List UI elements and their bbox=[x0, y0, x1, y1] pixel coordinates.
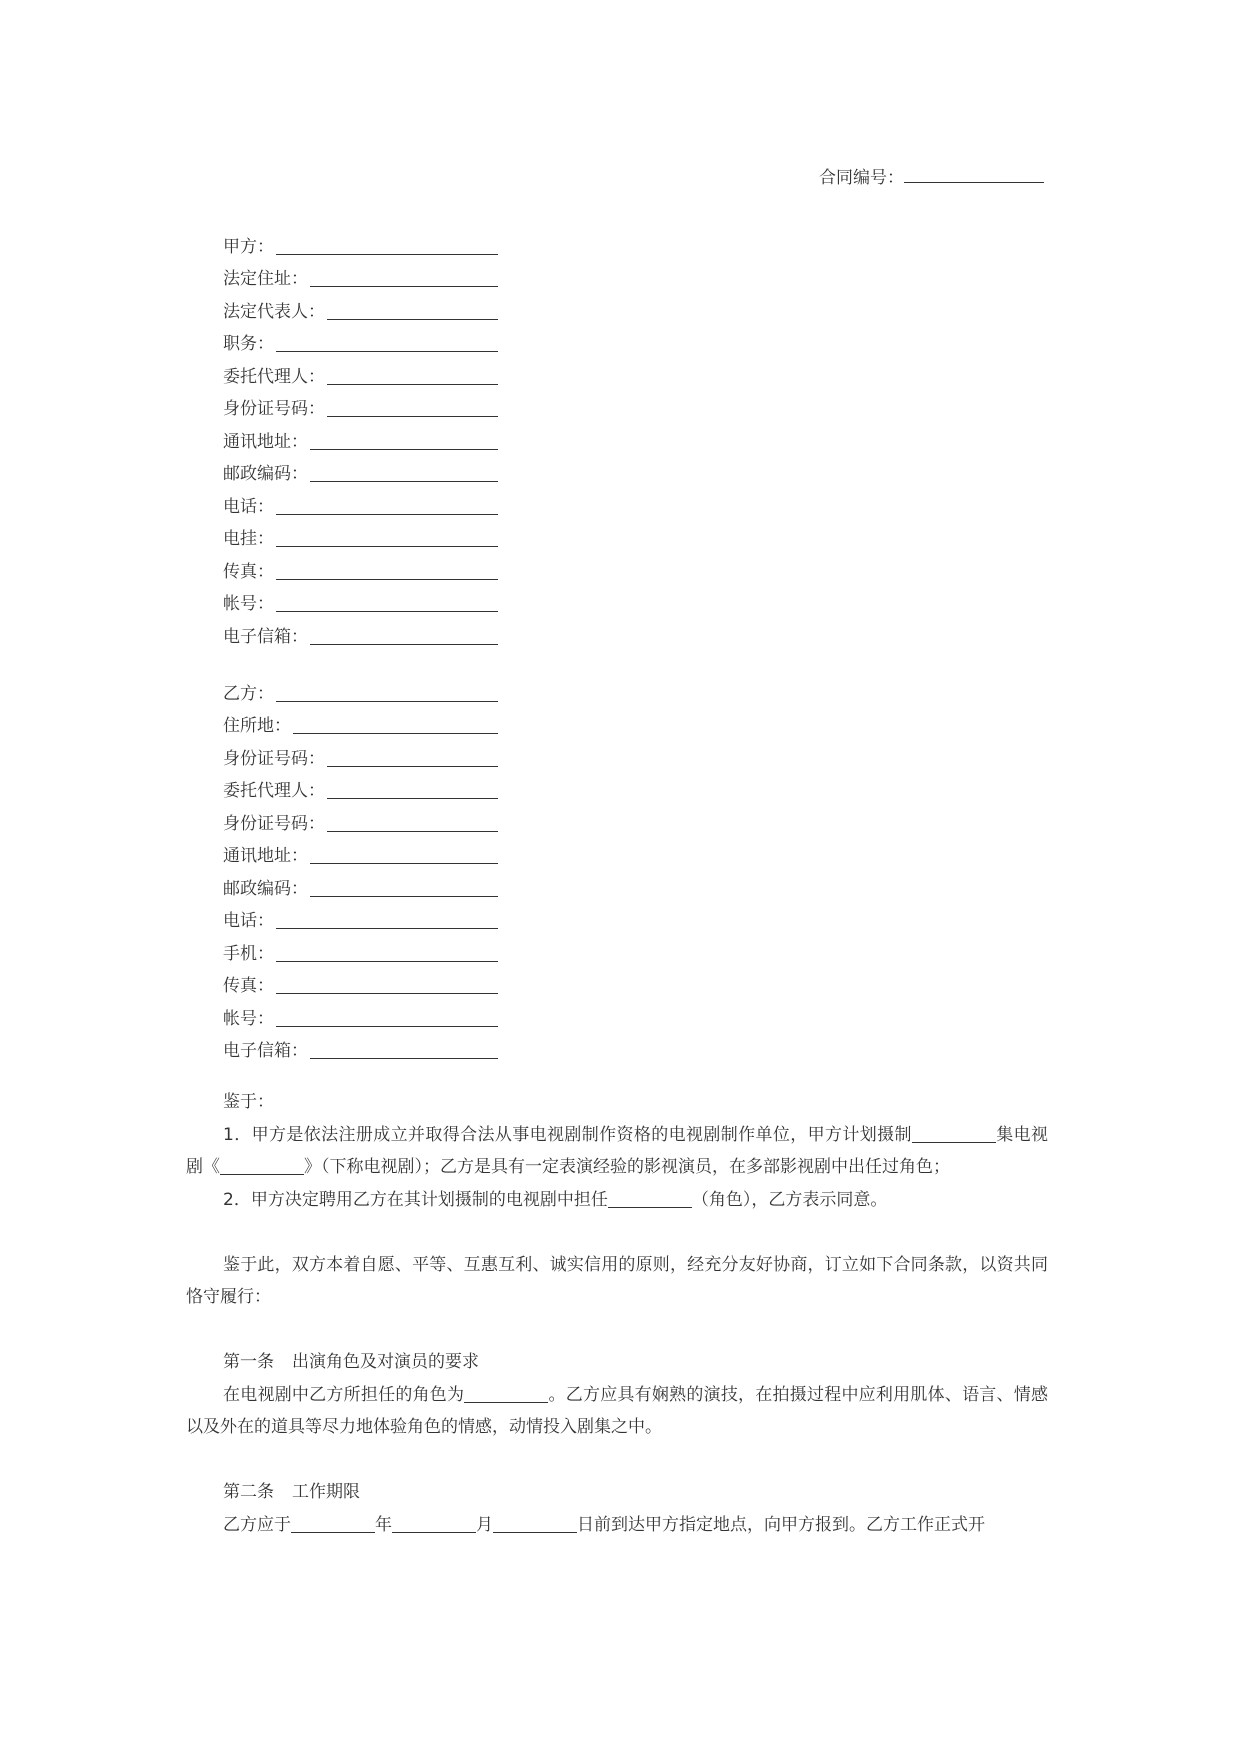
recital-item-1: 1．甲方是依法注册成立并取得合法从事电视剧制作资格的电视剧制作单位，甲方计划摄制 集电视剧《 》（下称电视剧）；乙方是具有一定表演经验的影视演员，在多部影视剧中出任过角色； bbox=[186, 1124, 1048, 1177]
party-b-mailing-address-field: 通讯地址： bbox=[223, 836, 498, 869]
party-a-email-field: 电子信箱： bbox=[223, 616, 498, 649]
role-blank[interactable] bbox=[608, 1189, 692, 1208]
blank-line[interactable] bbox=[293, 713, 498, 734]
blank-line[interactable] bbox=[327, 811, 498, 832]
blank-line[interactable] bbox=[276, 494, 498, 515]
blank-line[interactable] bbox=[327, 396, 498, 417]
party-b-fax-field: 传真： bbox=[223, 966, 498, 999]
party-a-legal-representative-field: 法定代表人： bbox=[223, 291, 498, 324]
contract-body bbox=[186, 1086, 1048, 1541]
month-blank[interactable] bbox=[392, 1514, 476, 1533]
blank-line[interactable] bbox=[310, 266, 498, 287]
party-a-id-number-field: 身份证号码： bbox=[223, 389, 498, 422]
blank-line[interactable] bbox=[310, 429, 498, 450]
party-b-agent-id-number-field: 身份证号码： bbox=[223, 803, 498, 836]
party-a-account-field: 帐号： bbox=[223, 584, 498, 617]
year-blank[interactable] bbox=[291, 1514, 375, 1533]
party-b-email-field: 电子信箱： bbox=[223, 1031, 498, 1064]
party-a-mailing-address-field: 通讯地址： bbox=[223, 421, 498, 454]
blank-line[interactable] bbox=[276, 591, 498, 612]
episode-count-blank[interactable] bbox=[912, 1124, 996, 1143]
article-1-heading: 第一条 出演角色及对演员的要求 bbox=[223, 1352, 479, 1372]
blank-line[interactable] bbox=[276, 908, 498, 929]
contract-number bbox=[819, 164, 1044, 190]
blank-line[interactable] bbox=[327, 364, 498, 385]
blank-line[interactable] bbox=[276, 941, 498, 962]
party-a-phone-field: 电话： bbox=[223, 486, 498, 519]
party-b-residence-field: 住所地： bbox=[223, 706, 498, 739]
party-b-postal-code-field: 邮政编码： bbox=[223, 868, 498, 901]
party-b-info bbox=[223, 673, 498, 1063]
blank-line[interactable] bbox=[310, 624, 498, 645]
article-2-text: 乙方应于 年 月 日前到达甲方指定地点，向甲方报到。乙方工作正式开 bbox=[223, 1514, 985, 1535]
party-a-legal-address-field: 法定住址： bbox=[223, 259, 498, 292]
blank-line[interactable] bbox=[327, 299, 498, 320]
blank-line[interactable] bbox=[310, 461, 498, 482]
blank-line[interactable] bbox=[310, 843, 498, 864]
party-a-cable-field: 电挂： bbox=[223, 519, 498, 552]
party-a-name-field: 甲方： bbox=[223, 226, 498, 259]
blank-line[interactable] bbox=[310, 876, 498, 897]
blank-line[interactable] bbox=[327, 778, 498, 799]
recital-item-2: 2．甲方决定聘用乙方在其计划摄制的电视剧中担任 （角色），乙方表示同意。 bbox=[223, 1189, 888, 1210]
blank-line[interactable] bbox=[276, 973, 498, 994]
party-b-name-field: 乙方： bbox=[223, 673, 498, 706]
party-b-id-number-field: 身份证号码： bbox=[223, 738, 498, 771]
party-b-account-field: 帐号： bbox=[223, 998, 498, 1031]
contract-number-label: 合同编号： bbox=[819, 168, 904, 188]
blank-line[interactable] bbox=[276, 1006, 498, 1027]
recitals-heading: 鉴于： bbox=[223, 1092, 274, 1112]
blank-line[interactable] bbox=[276, 559, 498, 580]
party-a-info bbox=[223, 226, 498, 649]
party-a-agent-field: 委托代理人： bbox=[223, 356, 498, 389]
article-2-heading: 第二条 工作期限 bbox=[223, 1482, 360, 1502]
series-title-blank[interactable] bbox=[220, 1156, 304, 1175]
party-b-phone-field: 电话： bbox=[223, 901, 498, 934]
party-b-mobile-field: 手机： bbox=[223, 933, 498, 966]
blank-line[interactable] bbox=[276, 526, 498, 547]
blank-line[interactable] bbox=[327, 746, 498, 767]
article-1-text: 在电视剧中乙方所担任的角色为 。乙方应具有娴熟的演技，在拍摄过程中应利用肌体、语言、情感以及外在的道具等尽力地体验角色的情感，动情投入剧集之中。 bbox=[186, 1384, 1049, 1437]
blank-line[interactable] bbox=[276, 681, 498, 702]
blank-line[interactable] bbox=[276, 331, 498, 352]
party-a-position-field: 职务： bbox=[223, 324, 498, 357]
whereas-paragraph: 鉴于此，双方本着自愿、平等、互惠互利、诚实信用的原则，经充分友好协商，订立如下合同条款，以资共同恪守履行： bbox=[186, 1254, 1048, 1307]
blank-line[interactable] bbox=[310, 1038, 498, 1059]
party-a-fax-field: 传真： bbox=[223, 551, 498, 584]
character-blank[interactable] bbox=[464, 1384, 548, 1403]
party-b-agent-field: 委托代理人： bbox=[223, 771, 498, 804]
blank-line[interactable] bbox=[276, 234, 498, 255]
contract-number-blank[interactable] bbox=[904, 164, 1044, 183]
party-a-postal-code-field: 邮政编码： bbox=[223, 454, 498, 487]
day-blank[interactable] bbox=[493, 1514, 577, 1533]
